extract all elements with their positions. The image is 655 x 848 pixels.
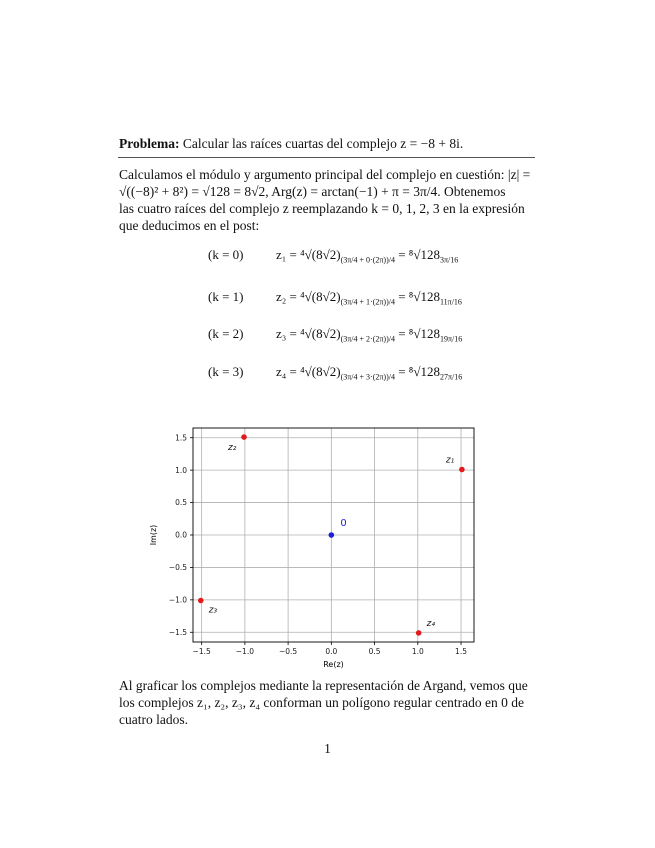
equation-z3 <box>276 326 462 344</box>
y-tick-label: 1.0 <box>175 465 187 475</box>
point-z2 <box>241 434 247 440</box>
eq-rhs: = ⁸√128 <box>398 364 440 379</box>
eq-k-0: (k = 0) <box>208 247 244 262</box>
equation-z4 <box>276 364 462 382</box>
problem-label: Problema: <box>119 136 180 151</box>
eq-rhs-exponent: 19π/16 <box>439 334 463 344</box>
conclusion-line-2: los complejos z₁, z₂, z₃, z₄ conforman un polígono regular centrado en 0 de <box>119 695 524 710</box>
eq-lhs: z₄ = ⁴√(8√2) <box>276 364 341 379</box>
eq-rhs: = ⁸√128 <box>398 247 440 262</box>
x-tick-label: 0.0 <box>325 647 338 656</box>
plot-frame <box>193 428 474 642</box>
x-tick-label: −0.5 <box>278 647 298 656</box>
point-label-z2: z₂ <box>228 443 237 454</box>
points <box>198 434 465 635</box>
point-z4 <box>416 630 422 636</box>
point-z3 <box>198 598 204 604</box>
point-z1 <box>459 467 465 473</box>
problem-statement <box>119 136 463 152</box>
eq-k-2: (k = 2) <box>208 326 244 341</box>
y-tick-label: −1.5 <box>168 627 187 637</box>
point-label-z3: z₃ <box>208 605 218 616</box>
point-label-z1: z₁ <box>445 455 455 466</box>
y-tick-label: 0.0 <box>175 530 187 540</box>
conclusion-line-3: cuatro lados. <box>119 712 188 727</box>
y-tick-label: 0.5 <box>175 498 187 508</box>
x-tick-label: 1.5 <box>455 647 467 656</box>
intro-line-1: Calculamos el módulo y argumento principal del complejo en cuestión: |z| = <box>119 167 531 182</box>
intro-paragraph <box>119 166 535 234</box>
page-number: 1 <box>324 741 331 756</box>
problem-text: Calcular las raíces cuartas del complejo z = −8 + 8i. <box>182 136 464 151</box>
point-label-z4: z₄ <box>426 618 436 629</box>
eq-k-1: (k = 1) <box>208 289 244 304</box>
y-tick-label: −1.0 <box>168 595 187 605</box>
eq-rhs-exponent: 11π/16 <box>439 297 462 307</box>
y-tick-label: −0.5 <box>168 563 187 573</box>
intro-line-2: √((−8)² + 8²) = √128 = 8√2, Arg(z) = arctan(−1) + π = 3π/4. Obtenemos <box>119 184 506 199</box>
x-tick-label: −1.5 <box>192 647 211 656</box>
x-tick-label: 0.5 <box>368 647 381 656</box>
y-axis-label: Im(z) <box>149 524 158 546</box>
eq-rhs: = ⁸√128 <box>398 289 440 304</box>
eq-exponent: (3π/4 + 3·(2π))/4 <box>340 372 395 382</box>
eq-rhs-exponent: 27π/16 <box>439 372 463 382</box>
conclusion-paragraph <box>119 677 535 728</box>
eq-exponent: (3π/4 + 1·(2π))/4 <box>340 297 395 307</box>
x-axis-label: Re(z) <box>323 660 344 669</box>
intro-line-4: que deducimos en el post: <box>119 218 260 233</box>
intro-line-3: las cuatro raíces del complejo z reemplazando k = 0, 1, 2, 3 en la expresión <box>119 201 525 216</box>
eq-exponent: (3π/4 + 2·(2π))/4 <box>340 334 395 344</box>
conclusion-line-1: Al graficar los complejos mediante la representación de Argand, vemos que <box>119 678 528 693</box>
x-tick-label: 1.0 <box>411 647 424 656</box>
equation-z1 <box>276 247 458 265</box>
point-origin <box>329 532 335 538</box>
eq-lhs: z₁ = ⁴√(8√2) <box>276 247 341 262</box>
section-divider <box>118 157 535 158</box>
x-tick-label: −1.0 <box>235 647 254 656</box>
ticks <box>169 433 467 656</box>
eq-lhs: z₃ = ⁴√(8√2) <box>276 326 341 341</box>
grid <box>193 428 474 642</box>
equation-z2 <box>276 289 462 307</box>
point-label-origin: 0 <box>340 518 347 529</box>
eq-rhs-exponent: 3π/16 <box>439 255 459 265</box>
eq-lhs: z₂ = ⁴√(8√2) <box>276 289 341 304</box>
y-tick-label: 1.5 <box>175 433 187 443</box>
eq-k-3: (k = 3) <box>208 364 244 379</box>
eq-rhs: = ⁸√128 <box>398 326 440 341</box>
eq-exponent: (3π/4 + 0·(2π))/4 <box>340 255 395 265</box>
